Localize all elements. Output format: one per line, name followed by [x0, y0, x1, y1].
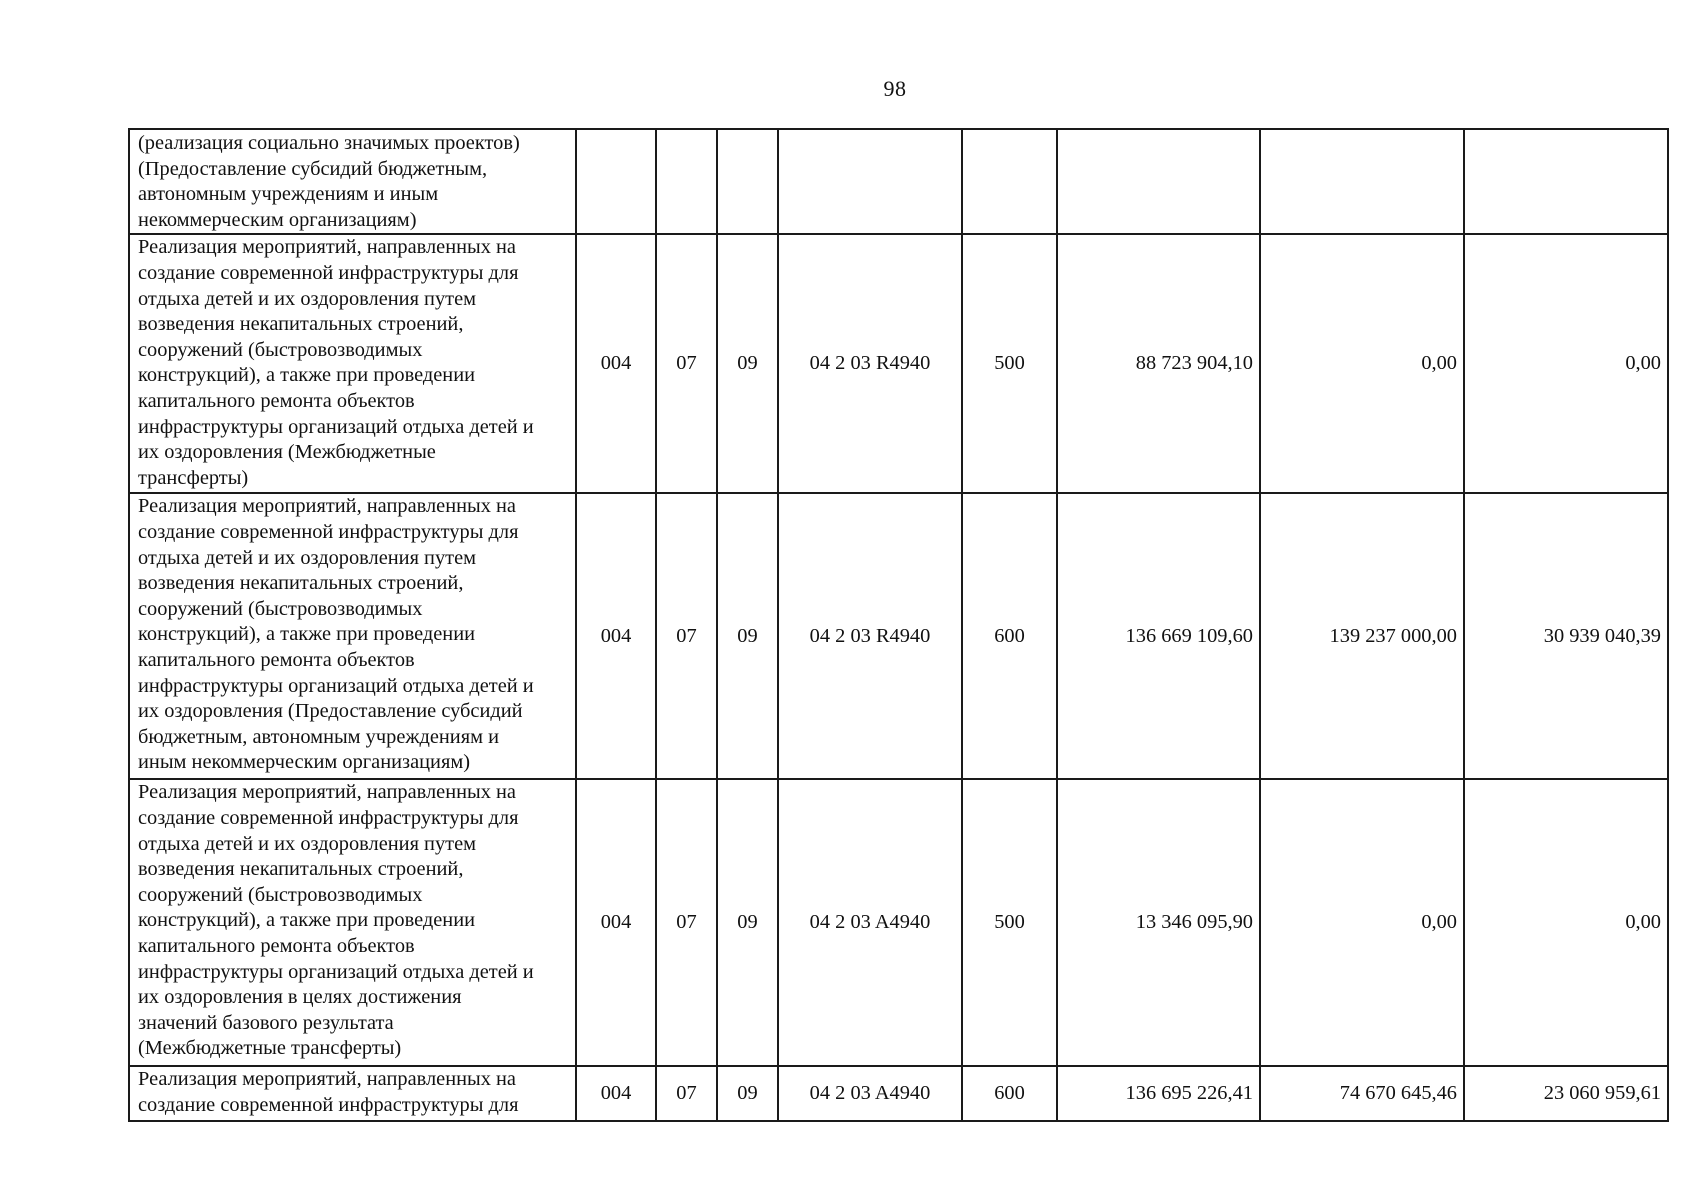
description-line: инфраструктуры организаций отдыха детей и: [138, 415, 534, 438]
target-article-cell: 04 2 03 R4940: [778, 234, 962, 493]
description-line: сооружений (быстровозводимых: [138, 338, 423, 361]
description-line: их оздоровления (Межбюджетные: [138, 441, 436, 464]
description-line: отдыха детей и их оздоровления путем: [138, 287, 477, 310]
amount-year-2-cell: [1260, 129, 1464, 234]
description-line: конструкций), а также при проведении: [138, 364, 476, 387]
description-line: конструкций), а также при проведении: [138, 623, 476, 646]
amount-year-1-cell: 88 723 904,10: [1057, 234, 1260, 493]
description-line: Реализация мероприятий, направленных на: [138, 781, 516, 804]
description-line: капитального ремонта объектов: [138, 648, 415, 671]
amount-year-3-cell: 30 939 040,39: [1464, 493, 1668, 779]
subsection-code-cell: 09: [717, 779, 778, 1066]
description-line: (реализация социально значимых проектов): [138, 132, 520, 154]
description-line: Реализация мероприятий, направленных на: [138, 236, 516, 259]
description-line: Реализация мероприятий, направленных на: [138, 495, 516, 518]
section-code-cell: 07: [656, 1066, 717, 1121]
table-row: [129, 493, 1668, 779]
description-line: создание современной инфраструктуры для: [138, 261, 519, 284]
description-line: некоммерческим организациям): [138, 208, 417, 231]
description-line: трансферты): [138, 466, 249, 489]
amount-year-3-cell: 0,00: [1464, 779, 1668, 1066]
description-line: сооружений (быстровозводимых: [138, 597, 423, 620]
expense-type-cell: 600: [962, 493, 1057, 779]
table-row: [129, 129, 1668, 234]
target-article-cell: 04 2 03 A4940: [778, 779, 962, 1066]
target-article-cell: 04 2 03 R4940: [778, 493, 962, 779]
description-cell: [129, 1066, 576, 1121]
description-cell: [129, 493, 576, 779]
table-row: [129, 1066, 1668, 1121]
description-line: их оздоровления (Предоставление субсидий: [138, 700, 523, 723]
ministry-code-cell: 004: [576, 234, 656, 493]
description-line: отдыха детей и их оздоровления путем: [138, 832, 477, 855]
description-cell: [129, 779, 576, 1066]
ministry-code-cell: 004: [576, 779, 656, 1066]
section-code-cell: 07: [656, 493, 717, 779]
description-line: (Межбюджетные трансферты): [138, 1037, 402, 1060]
subsection-code-cell: 09: [717, 1066, 778, 1121]
subsection-code-cell: 09: [717, 493, 778, 779]
ministry-code-cell: 004: [576, 1066, 656, 1121]
subsection-code-cell: 09: [717, 234, 778, 493]
expense-type-cell: 500: [962, 234, 1057, 493]
target-article-cell: 04 2 03 A4940: [778, 1066, 962, 1121]
description-line: создание современной инфраструктуры для: [138, 520, 519, 543]
description-line: отдыха детей и их оздоровления путем: [138, 546, 477, 569]
amount-year-2-cell: 0,00: [1260, 779, 1464, 1066]
description-line: автономным учреждениям и иным: [138, 183, 439, 206]
table-row: [129, 234, 1668, 493]
amount-year-2-cell: 139 237 000,00: [1260, 493, 1464, 779]
description-line: возведения некапитальных строений,: [138, 858, 464, 881]
amount-year-2-cell: 0,00: [1260, 234, 1464, 493]
amount-year-3-cell: 23 060 959,61: [1464, 1066, 1668, 1121]
description-line: сооружений (быстровозводимых: [138, 883, 423, 906]
amount-year-2-cell: 74 670 645,46: [1260, 1066, 1464, 1121]
description-line: инфраструктуры организаций отдыха детей и: [138, 674, 534, 697]
table-row: [129, 779, 1668, 1066]
section-code-cell: [656, 129, 717, 234]
budget-table: [128, 128, 1669, 1122]
ministry-code-cell: [576, 129, 656, 234]
amount-year-3-cell: [1464, 129, 1668, 234]
amount-year-1-cell: [1057, 129, 1260, 234]
description-line: (Предоставление субсидий бюджетным,: [138, 157, 488, 180]
subsection-code-cell: [717, 129, 778, 234]
expense-type-cell: 500: [962, 779, 1057, 1066]
amount-year-1-cell: 136 669 109,60: [1057, 493, 1260, 779]
description-line: возведения некапитальных строений,: [138, 313, 464, 336]
description-line: их оздоровления в целях достижения: [138, 986, 462, 1009]
description-line: конструкций), а также при проведении: [138, 909, 476, 932]
description-line: бюджетным, автономным учреждениям и: [138, 725, 500, 748]
description-line: возведения некапитальных строений,: [138, 572, 464, 595]
description-line: инфраструктуры организаций отдыха детей и: [138, 960, 534, 983]
page-number: 98: [883, 76, 907, 101]
section-code-cell: 07: [656, 234, 717, 493]
expense-type-cell: 600: [962, 1066, 1057, 1121]
description-line: создание современной инфраструктуры для: [138, 806, 519, 829]
description-cell: [129, 129, 576, 234]
description-line: иным некоммерческим организациям): [138, 751, 471, 774]
description-line: капитального ремонта объектов: [138, 934, 415, 957]
expense-type-cell: [962, 129, 1057, 234]
amount-year-3-cell: 0,00: [1464, 234, 1668, 493]
amount-year-1-cell: 13 346 095,90: [1057, 779, 1260, 1066]
description-line: капитального ремонта объектов: [138, 389, 415, 412]
target-article-cell: [778, 129, 962, 234]
section-code-cell: 07: [656, 779, 717, 1066]
description-line: Реализация мероприятий, направленных на: [138, 1068, 516, 1091]
amount-year-1-cell: 136 695 226,41: [1057, 1066, 1260, 1121]
description-line: создание современной инфраструктуры для: [138, 1093, 519, 1116]
ministry-code-cell: 004: [576, 493, 656, 779]
description-line: значений базового результата: [138, 1011, 394, 1034]
description-cell: [129, 234, 576, 493]
